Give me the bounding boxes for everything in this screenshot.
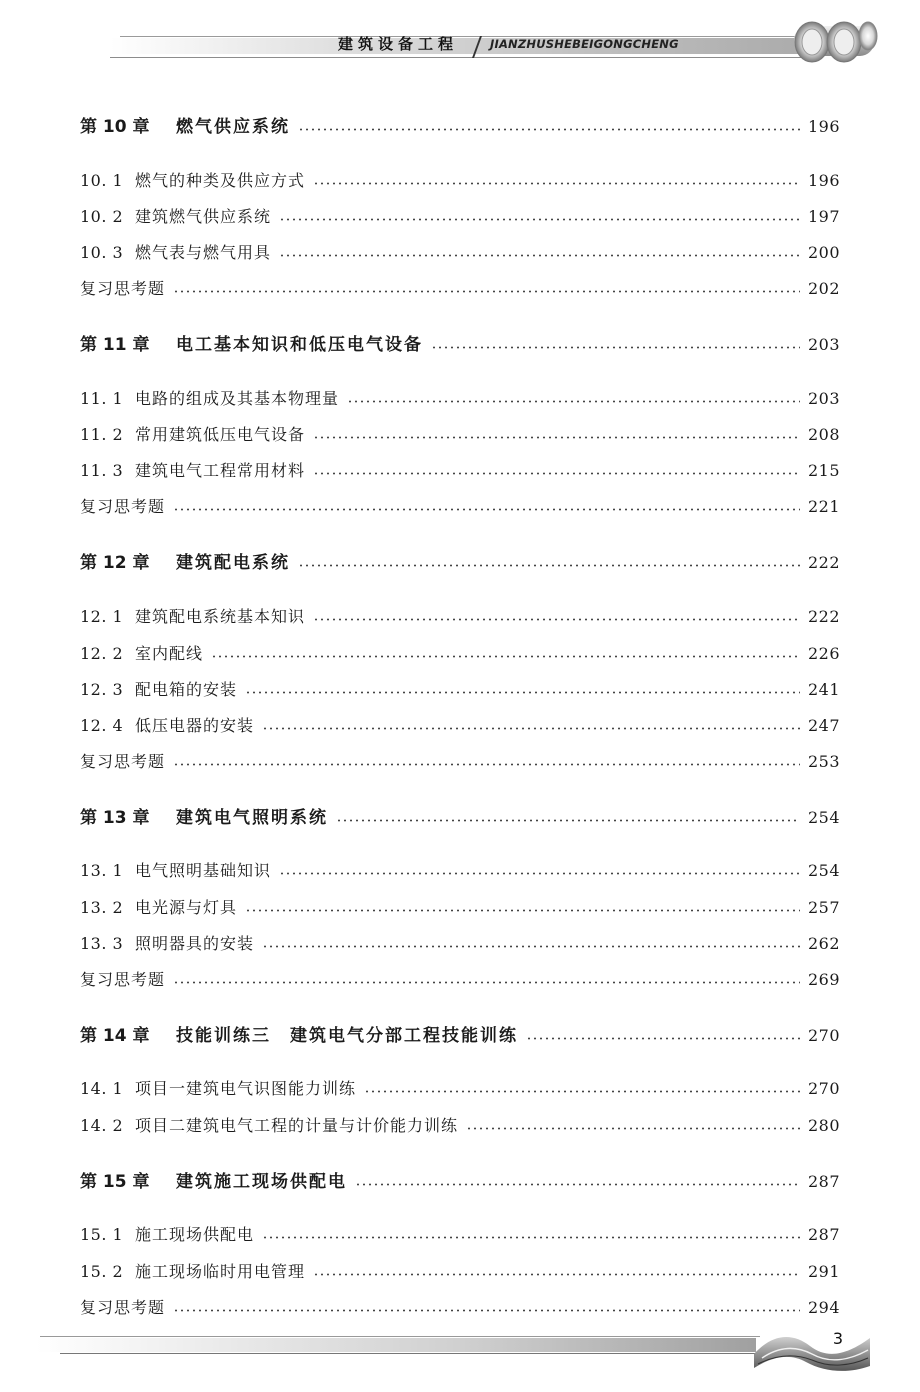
toc-section-row[interactable] xyxy=(80,679,840,701)
section-title: 施工现场临时用电管理 xyxy=(135,1262,306,1281)
page-number: 254 xyxy=(807,808,840,827)
dot-leader xyxy=(364,1090,800,1093)
toc-section-row[interactable] xyxy=(80,388,840,410)
section-number: 15. 1 xyxy=(80,1225,124,1244)
chapter-number: 第 14 章 xyxy=(80,1026,150,1046)
chapter-title: 电工基本知识和低压电气设备 xyxy=(176,335,423,355)
dot-leader xyxy=(173,1309,800,1312)
section-number: 13. 3 xyxy=(80,934,124,953)
book-title-cn: 建筑设备工程 xyxy=(337,35,458,53)
toc-section-row[interactable] xyxy=(80,1261,840,1283)
page-number: 270 xyxy=(807,1079,840,1098)
header-band xyxy=(110,38,830,54)
toc-section-row[interactable] xyxy=(80,1224,840,1246)
toc-chapter-row[interactable] xyxy=(80,552,840,574)
page-number: 291 xyxy=(807,1262,840,1281)
page-number: 215 xyxy=(807,461,840,480)
dot-leader xyxy=(431,346,800,349)
dot-leader xyxy=(298,128,800,131)
dot-leader xyxy=(245,691,800,694)
page-number: 208 xyxy=(807,425,840,444)
section-title: 照明器具的安装 xyxy=(135,934,255,953)
page-header xyxy=(0,0,920,80)
dot-leader xyxy=(173,763,800,766)
dot-leader xyxy=(211,655,800,658)
toc-section-row[interactable] xyxy=(80,424,840,446)
chapter-title: 建筑配电系统 xyxy=(176,553,290,573)
review-title: 复习思考题 xyxy=(80,1298,166,1317)
toc-review-row[interactable] xyxy=(80,278,840,300)
section-title: 燃气表与燃气用具 xyxy=(135,243,272,262)
toc-section-row[interactable] xyxy=(80,170,840,192)
page-number: 280 xyxy=(807,1116,840,1135)
section-title: 燃气的种类及供应方式 xyxy=(135,171,306,190)
page-number: 247 xyxy=(807,716,840,735)
section-title: 建筑电气工程常用材料 xyxy=(135,461,306,480)
dot-leader xyxy=(173,508,800,511)
dot-leader xyxy=(355,1183,800,1186)
chapter-number: 第 11 章 xyxy=(80,335,150,355)
page-number: 269 xyxy=(807,970,840,989)
toc-chapter-row[interactable] xyxy=(80,807,840,829)
review-title: 复习思考题 xyxy=(80,970,166,989)
section-title: 电路的组成及其基本物理量 xyxy=(135,389,340,408)
section-title: 建筑燃气供应系统 xyxy=(135,207,272,226)
dot-leader xyxy=(347,400,800,403)
dot-leader xyxy=(173,981,800,984)
page-number: 196 xyxy=(807,117,840,136)
section-number: 15. 2 xyxy=(80,1262,124,1281)
page-number: 222 xyxy=(807,553,840,572)
section-title: 电光源与灯具 xyxy=(135,898,238,917)
dot-leader xyxy=(245,909,800,912)
toc-section-row[interactable] xyxy=(80,242,840,264)
section-number: 12. 1 xyxy=(80,607,124,626)
toc-section-row[interactable] xyxy=(80,1115,840,1137)
header-rule-bottom xyxy=(110,57,810,58)
toc-chapter-row[interactable] xyxy=(80,334,840,356)
section-number: 10. 2 xyxy=(80,207,124,226)
section-title: 低压电器的安装 xyxy=(135,716,255,735)
toc-chapter-row[interactable] xyxy=(80,1025,840,1047)
toc-section-row[interactable] xyxy=(80,1078,840,1100)
page-number: 226 xyxy=(807,644,840,663)
dot-leader xyxy=(466,1127,800,1130)
page-number: 202 xyxy=(807,279,840,298)
toc-review-row[interactable] xyxy=(80,496,840,518)
review-title: 复习思考题 xyxy=(80,279,166,298)
toc-section-row[interactable] xyxy=(80,606,840,628)
review-title: 复习思考题 xyxy=(80,497,166,516)
toc-section-row[interactable] xyxy=(80,715,840,737)
toc-review-row[interactable] xyxy=(80,1297,840,1319)
page-number: 262 xyxy=(807,934,840,953)
dot-leader xyxy=(313,182,800,185)
chapter-title: 建筑电气照明系统 xyxy=(176,808,328,828)
section-title: 项目二建筑电气工程的计量与计价能力训练 xyxy=(135,1116,459,1135)
section-number: 14. 1 xyxy=(80,1079,124,1098)
dot-leader xyxy=(279,254,800,257)
footer-band xyxy=(36,1338,756,1352)
dot-leader xyxy=(279,218,800,221)
dot-leader xyxy=(173,290,800,293)
section-number: 11. 3 xyxy=(80,461,124,480)
chapter-number: 第 12 章 xyxy=(80,553,150,573)
toc-review-row[interactable] xyxy=(80,969,840,991)
page-number: 253 xyxy=(807,752,840,771)
dot-leader xyxy=(313,618,800,621)
chapter-title: 技能训练三 建筑电气分部工程技能训练 xyxy=(176,1026,518,1046)
section-title: 电气照明基础知识 xyxy=(135,861,272,880)
chapter-title: 建筑施工现场供配电 xyxy=(176,1172,347,1192)
dot-leader xyxy=(298,564,800,567)
dot-leader xyxy=(336,819,800,822)
page-number: 294 xyxy=(807,1298,840,1317)
toc-chapter-row[interactable] xyxy=(80,116,840,138)
footer-rule-bottom xyxy=(60,1353,760,1354)
chapter-number: 第 10 章 xyxy=(80,117,150,137)
dot-leader xyxy=(313,1273,800,1276)
page-number: 222 xyxy=(807,607,840,626)
page-number: 203 xyxy=(807,389,840,408)
dot-leader xyxy=(279,872,800,875)
pipe-graphic-icon xyxy=(788,6,880,72)
section-number: 12. 4 xyxy=(80,716,124,735)
chapter-number: 第 15 章 xyxy=(80,1172,150,1192)
dot-leader xyxy=(526,1037,800,1040)
section-title: 常用建筑低压电气设备 xyxy=(135,425,306,444)
review-title: 复习思考题 xyxy=(80,752,166,771)
section-number: 14. 2 xyxy=(80,1116,124,1135)
dot-leader xyxy=(262,727,800,730)
section-number: 13. 2 xyxy=(80,898,124,917)
section-number: 11. 1 xyxy=(80,389,124,408)
toc-section-row[interactable] xyxy=(80,206,840,228)
page-number: 287 xyxy=(807,1172,840,1191)
wave-graphic-icon xyxy=(752,1324,872,1374)
section-title: 配电箱的安装 xyxy=(135,680,238,699)
dot-leader xyxy=(262,1236,800,1239)
page-number: 221 xyxy=(807,497,840,516)
section-number: 10. 1 xyxy=(80,171,124,190)
page-number: 257 xyxy=(807,898,840,917)
section-title: 施工现场供配电 xyxy=(135,1225,255,1244)
chapter-number: 第 13 章 xyxy=(80,808,150,828)
toc-section-row[interactable] xyxy=(80,933,840,955)
section-number: 12. 2 xyxy=(80,644,124,663)
page-number-footer: 3 xyxy=(832,1329,844,1348)
toc-chapter-row[interactable] xyxy=(80,1171,840,1193)
page-number: 270 xyxy=(807,1026,840,1045)
page-number: 203 xyxy=(807,335,840,354)
section-number: 12. 3 xyxy=(80,680,124,699)
section-title: 项目一建筑电气识图能力训练 xyxy=(135,1079,357,1098)
chapter-title: 燃气供应系统 xyxy=(176,117,290,137)
toc-review-row[interactable] xyxy=(80,751,840,773)
dot-leader xyxy=(262,945,800,948)
section-number: 10. 3 xyxy=(80,243,124,262)
book-title-en: JIANZHUSHEBEIGONGCHENG xyxy=(490,37,679,51)
dot-leader xyxy=(313,436,800,439)
page-number: 254 xyxy=(807,861,840,880)
dot-leader xyxy=(313,472,800,475)
page-number: 241 xyxy=(807,680,840,699)
page-number: 197 xyxy=(807,207,840,226)
page-number: 287 xyxy=(807,1225,840,1244)
section-title: 室内配线 xyxy=(135,644,204,663)
footer-rule-top xyxy=(40,1336,760,1337)
toc-section-row[interactable] xyxy=(80,860,840,882)
section-title: 建筑配电系统基本知识 xyxy=(135,607,306,626)
section-number: 11. 2 xyxy=(80,425,124,444)
toc-section-row[interactable] xyxy=(80,460,840,482)
toc-section-row[interactable] xyxy=(80,643,840,665)
section-number: 13. 1 xyxy=(80,861,124,880)
page-number: 196 xyxy=(807,171,840,190)
page-number: 200 xyxy=(807,243,840,262)
toc-section-row[interactable] xyxy=(80,897,840,919)
header-rule-top xyxy=(120,36,810,37)
page-footer xyxy=(0,1320,920,1392)
